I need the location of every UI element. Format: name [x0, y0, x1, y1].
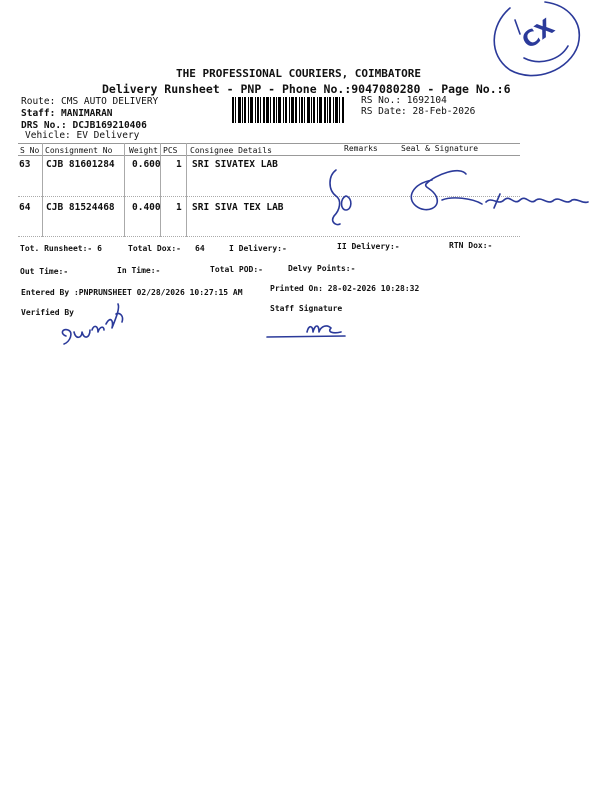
header-consignment: Consignment No — [45, 146, 113, 155]
table-row-consignee: SRI SIVA TEX LAB — [192, 202, 284, 213]
header-remarks: Remarks — [344, 144, 378, 153]
entered-by: Entered By :PNPRUNSHEET 02/28/2026 10:27:15 AM — [21, 288, 243, 297]
header-consignee: Consignee Details — [190, 146, 272, 155]
ii-delivery: II Delivery:- — [337, 242, 400, 251]
table-row-consignee: SRI SIVATEX LAB — [192, 159, 278, 170]
route-label: Route: CMS AUTO DELIVERY — [21, 96, 159, 107]
header-sno: S No — [20, 146, 40, 155]
in-time: In Time:- — [117, 266, 161, 275]
total-dox-value: 64 — [195, 244, 205, 253]
table-row-weight: 0.400 — [132, 202, 161, 213]
barcode — [232, 97, 357, 123]
total-pod: Total POD:- — [210, 265, 263, 274]
total-dox-label: Total Dox:- — [128, 244, 181, 253]
header-weight: Weight — [129, 146, 158, 155]
drs-number: DRS No.: DCJB169210406 — [21, 120, 147, 131]
vehicle-label: Vehicle: EV Delivery — [25, 130, 140, 141]
handwritten-signature — [402, 160, 592, 222]
col-sep — [124, 143, 125, 237]
table-row-consignment: CJB 81601284 — [46, 159, 115, 170]
delvy-points: Delvy Points:- — [288, 264, 356, 273]
staff-label: Staff: MANIMARAN — [21, 108, 113, 119]
header-seal-signature: Seal & Signature — [401, 144, 479, 153]
rtn-dox: RTN Dox:- — [449, 241, 493, 250]
col-sep — [160, 143, 161, 237]
staff-signature-label: Staff Signature — [270, 304, 343, 313]
table-row-weight: 0.600 — [132, 159, 161, 170]
handwritten-remark — [326, 166, 356, 232]
staff-signature — [265, 316, 355, 340]
verified-by-label: Verified By — [21, 308, 74, 317]
i-delivery: I Delivery:- — [229, 244, 287, 253]
table-row-sno: 64 — [19, 202, 31, 213]
col-sep — [42, 143, 43, 237]
tot-runsheet: Tot. Runsheet:- 6 — [20, 244, 102, 253]
table-row-consignment: CJB 81524468 — [46, 202, 115, 213]
table-row-sno: 63 — [19, 159, 31, 170]
table-bottom-rule — [18, 236, 520, 237]
stamp-text: CX — [517, 14, 560, 55]
header-bottom-rule — [18, 155, 520, 156]
runsheet-subtitle: Delivery Runsheet - PNP - Phone No.:9047080280 - Page No.:6 — [102, 82, 511, 96]
verified-by-signature — [58, 296, 130, 354]
rs-date: RS Date: 28-Feb-2026 — [361, 106, 476, 117]
col-sep — [186, 143, 187, 237]
header-pcs: PCS — [163, 146, 178, 155]
out-time: Out Time:- — [20, 267, 69, 276]
table-row-pcs: 1 — [176, 159, 182, 170]
company-title: THE PROFESSIONAL COURIERS, COIMBATORE — [176, 67, 422, 80]
rs-number: RS No.: 1692104 — [361, 95, 447, 106]
table-row-pcs: 1 — [176, 202, 182, 213]
printed-on: Printed On: 28-02-2026 10:28:32 — [270, 284, 420, 293]
